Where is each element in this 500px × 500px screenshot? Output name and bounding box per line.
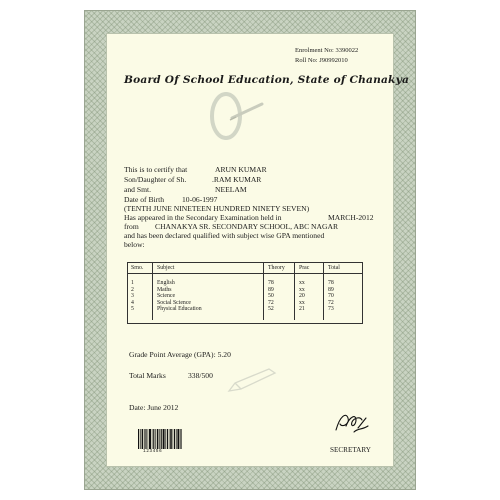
cell-subject: Social Science — [153, 300, 264, 306]
cell-subject: Maths — [153, 287, 264, 293]
below-text: below: — [124, 240, 145, 249]
school-name: CHANAKYA SR. SECONDARY SCHOOL, ABC NAGAR — [155, 222, 339, 231]
issue-date: Date: June 2012 — [129, 403, 179, 412]
parent-label: Son/Daughter of Sh. — [124, 175, 187, 184]
appeared-text: Has appeared in the Secondary Examination held in — [124, 213, 282, 222]
cell-prac: 21 — [295, 306, 324, 312]
father-name: .RAM KUMAR — [212, 175, 262, 184]
mother-label: and Smt. — [124, 185, 152, 194]
cell-total: 72 — [328, 299, 334, 306]
board-title: Board Of School Education, State of Chanakya — [124, 74, 410, 86]
dob-label: Date of Birth — [124, 195, 165, 204]
cell-theory: 89 — [264, 287, 295, 293]
cell-subject: Physical Education — [153, 306, 264, 312]
dob-words: (TENTH JUNE NINETEEN HUNDRED NINETY SEVEN) — [124, 204, 310, 213]
mother-name: NEELAM — [215, 185, 247, 194]
certify-label: This is to certify that — [124, 165, 188, 174]
cell-total: 89 — [328, 286, 334, 293]
cell-prac: 20 — [295, 293, 324, 299]
header-srno: Srno. — [127, 262, 153, 274]
total-marks-value: 338/500 — [188, 371, 213, 380]
cell-total: 70 — [328, 293, 334, 300]
cell-theory: 72 — [264, 300, 295, 306]
cell-total: 73 — [328, 306, 334, 313]
total-marks-label: Total Marks — [129, 371, 166, 380]
cell-total: 78 — [328, 280, 334, 287]
cell-theory: 50 — [264, 293, 295, 299]
roll-number: Roll No: J90992010 — [295, 57, 348, 64]
cell-srno: 2 — [127, 287, 153, 293]
header-prac: Prac — [295, 262, 324, 274]
pen-watermark-icon — [225, 365, 280, 395]
cell-prac: xx — [295, 280, 324, 286]
cell-srno: 1 — [127, 280, 153, 286]
header-theory: Theory — [264, 262, 295, 274]
cell-theory: 78 — [264, 280, 295, 286]
barcode-number: 123456 — [143, 449, 163, 454]
cell-prac: xx — [295, 300, 324, 306]
cell-subject: Science — [153, 293, 264, 299]
marks-table — [127, 262, 363, 320]
enrolment-number: Enrolment No: 3390022 — [295, 47, 359, 54]
gpa-text: Grade Point Average (GPA): 5.20 — [129, 350, 231, 359]
secretary-label: SECRETARY — [330, 446, 371, 454]
dob-value: 10-06-1997 — [182, 195, 218, 204]
cell-theory: 52 — [264, 306, 295, 312]
exam-date: MARCH-2012 — [328, 213, 374, 222]
declared-text: and has been declared qualified with subject wise GPA mentioned — [124, 231, 325, 240]
cell-subject: English — [153, 280, 264, 286]
marks-table-header — [127, 262, 363, 274]
cell-srno: 3 — [127, 293, 153, 299]
emblem-pen-logo — [200, 88, 290, 148]
header-subject: Subject — [153, 262, 264, 274]
signature — [332, 408, 372, 438]
cell-prac: xx — [295, 287, 324, 293]
cell-srno: 4 — [127, 300, 153, 306]
cell-srno: 5 — [127, 306, 153, 312]
student-name: ARUN KUMAR — [215, 165, 267, 174]
barcode — [138, 429, 182, 449]
header-total: Total — [324, 262, 364, 274]
from-label: from — [124, 222, 139, 231]
